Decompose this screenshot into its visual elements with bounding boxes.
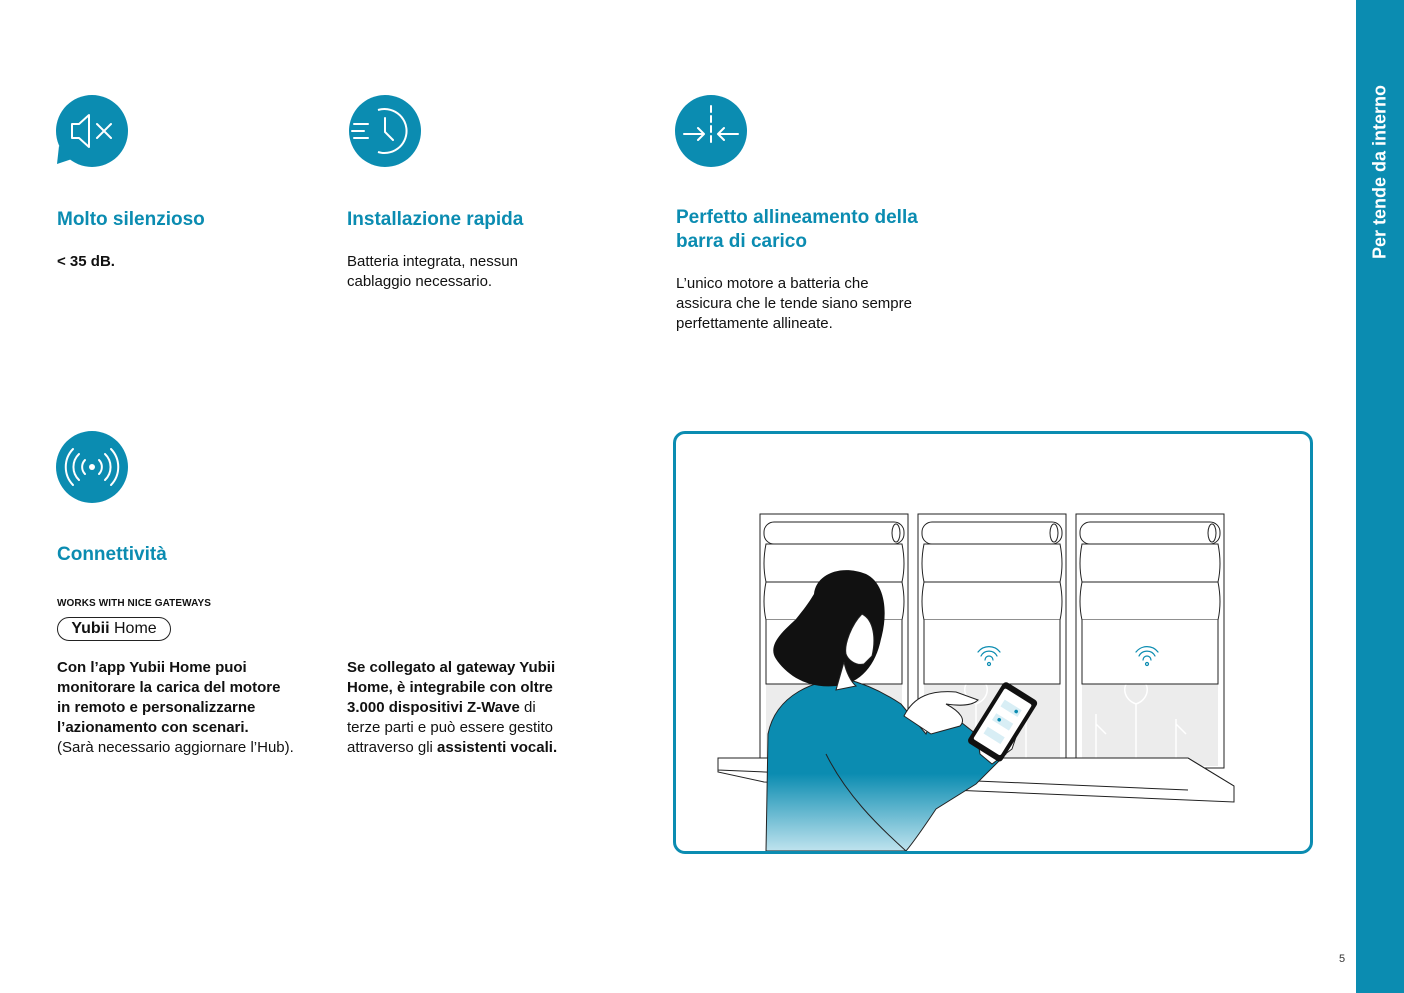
desc-note: (Sarà necessario aggiornare l’Hub). — [57, 739, 294, 756]
yubii-suffix: Home — [114, 620, 157, 637]
desc-line: in remoto e personalizzarne — [57, 699, 256, 716]
desc-line: assicura che le tende siano sempre — [676, 295, 912, 312]
alignment-arrows-icon — [674, 94, 748, 168]
desc-line — [347, 698, 557, 718]
speaker-muted-icon — [55, 94, 129, 168]
desc-line: l’azionamento con scenari. — [57, 719, 249, 736]
desc-line: L’unico motore a batteria che — [676, 275, 869, 292]
wireless-signal-icon — [55, 430, 129, 504]
title-line: barra di carico — [676, 231, 807, 252]
woman-blinds-illustration — [676, 434, 1310, 851]
gateway-description — [347, 658, 557, 758]
feature-desc-alignment — [676, 274, 912, 334]
desc-line: monitorare la carica del motore — [57, 679, 281, 696]
section-title: Per tende da interno — [1369, 84, 1390, 260]
title-line: Perfetto allineamento della — [676, 207, 918, 228]
desc-line — [347, 738, 557, 758]
feature-title-alignment — [676, 206, 918, 254]
feature-title-silent: Molto silenzioso — [57, 209, 205, 230]
yubii-brand: Yubii — [71, 620, 110, 637]
desc-line: Se collegato al gateway Yubii — [347, 659, 556, 676]
desc-line: terze parti e può essere gestito — [347, 719, 553, 736]
app-description — [57, 658, 294, 758]
desc-fragment: attraverso gli — [347, 739, 438, 756]
feature-desc-install — [347, 252, 518, 292]
illustration-frame — [673, 431, 1313, 854]
desc-line: Batteria integrata, nessun — [347, 253, 518, 270]
feature-title-connectivity: Connettività — [57, 544, 167, 565]
desc-line: perfettamente allineate. — [676, 315, 833, 332]
desc-fragment: assistenti vocali. — [437, 739, 558, 756]
page-number: 5 — [1339, 953, 1346, 965]
feature-title-install: Installazione rapida — [347, 209, 524, 230]
desc-line: Home, è integrabile con oltre — [347, 679, 553, 696]
gateways-label: WORKS WITH NICE GATEWAYS — [57, 598, 212, 609]
desc-fragment: 3.000 dispositivi Z-Wave — [347, 699, 520, 716]
desc-fragment: di — [519, 699, 536, 716]
feature-value-silent: < 35 dB. — [57, 253, 115, 270]
timer-clock-icon — [348, 94, 422, 168]
desc-line: cablaggio necessario. — [347, 273, 493, 290]
desc-line: Con l’app Yubii Home puoi — [57, 659, 247, 676]
yubii-home-logo — [57, 617, 171, 641]
